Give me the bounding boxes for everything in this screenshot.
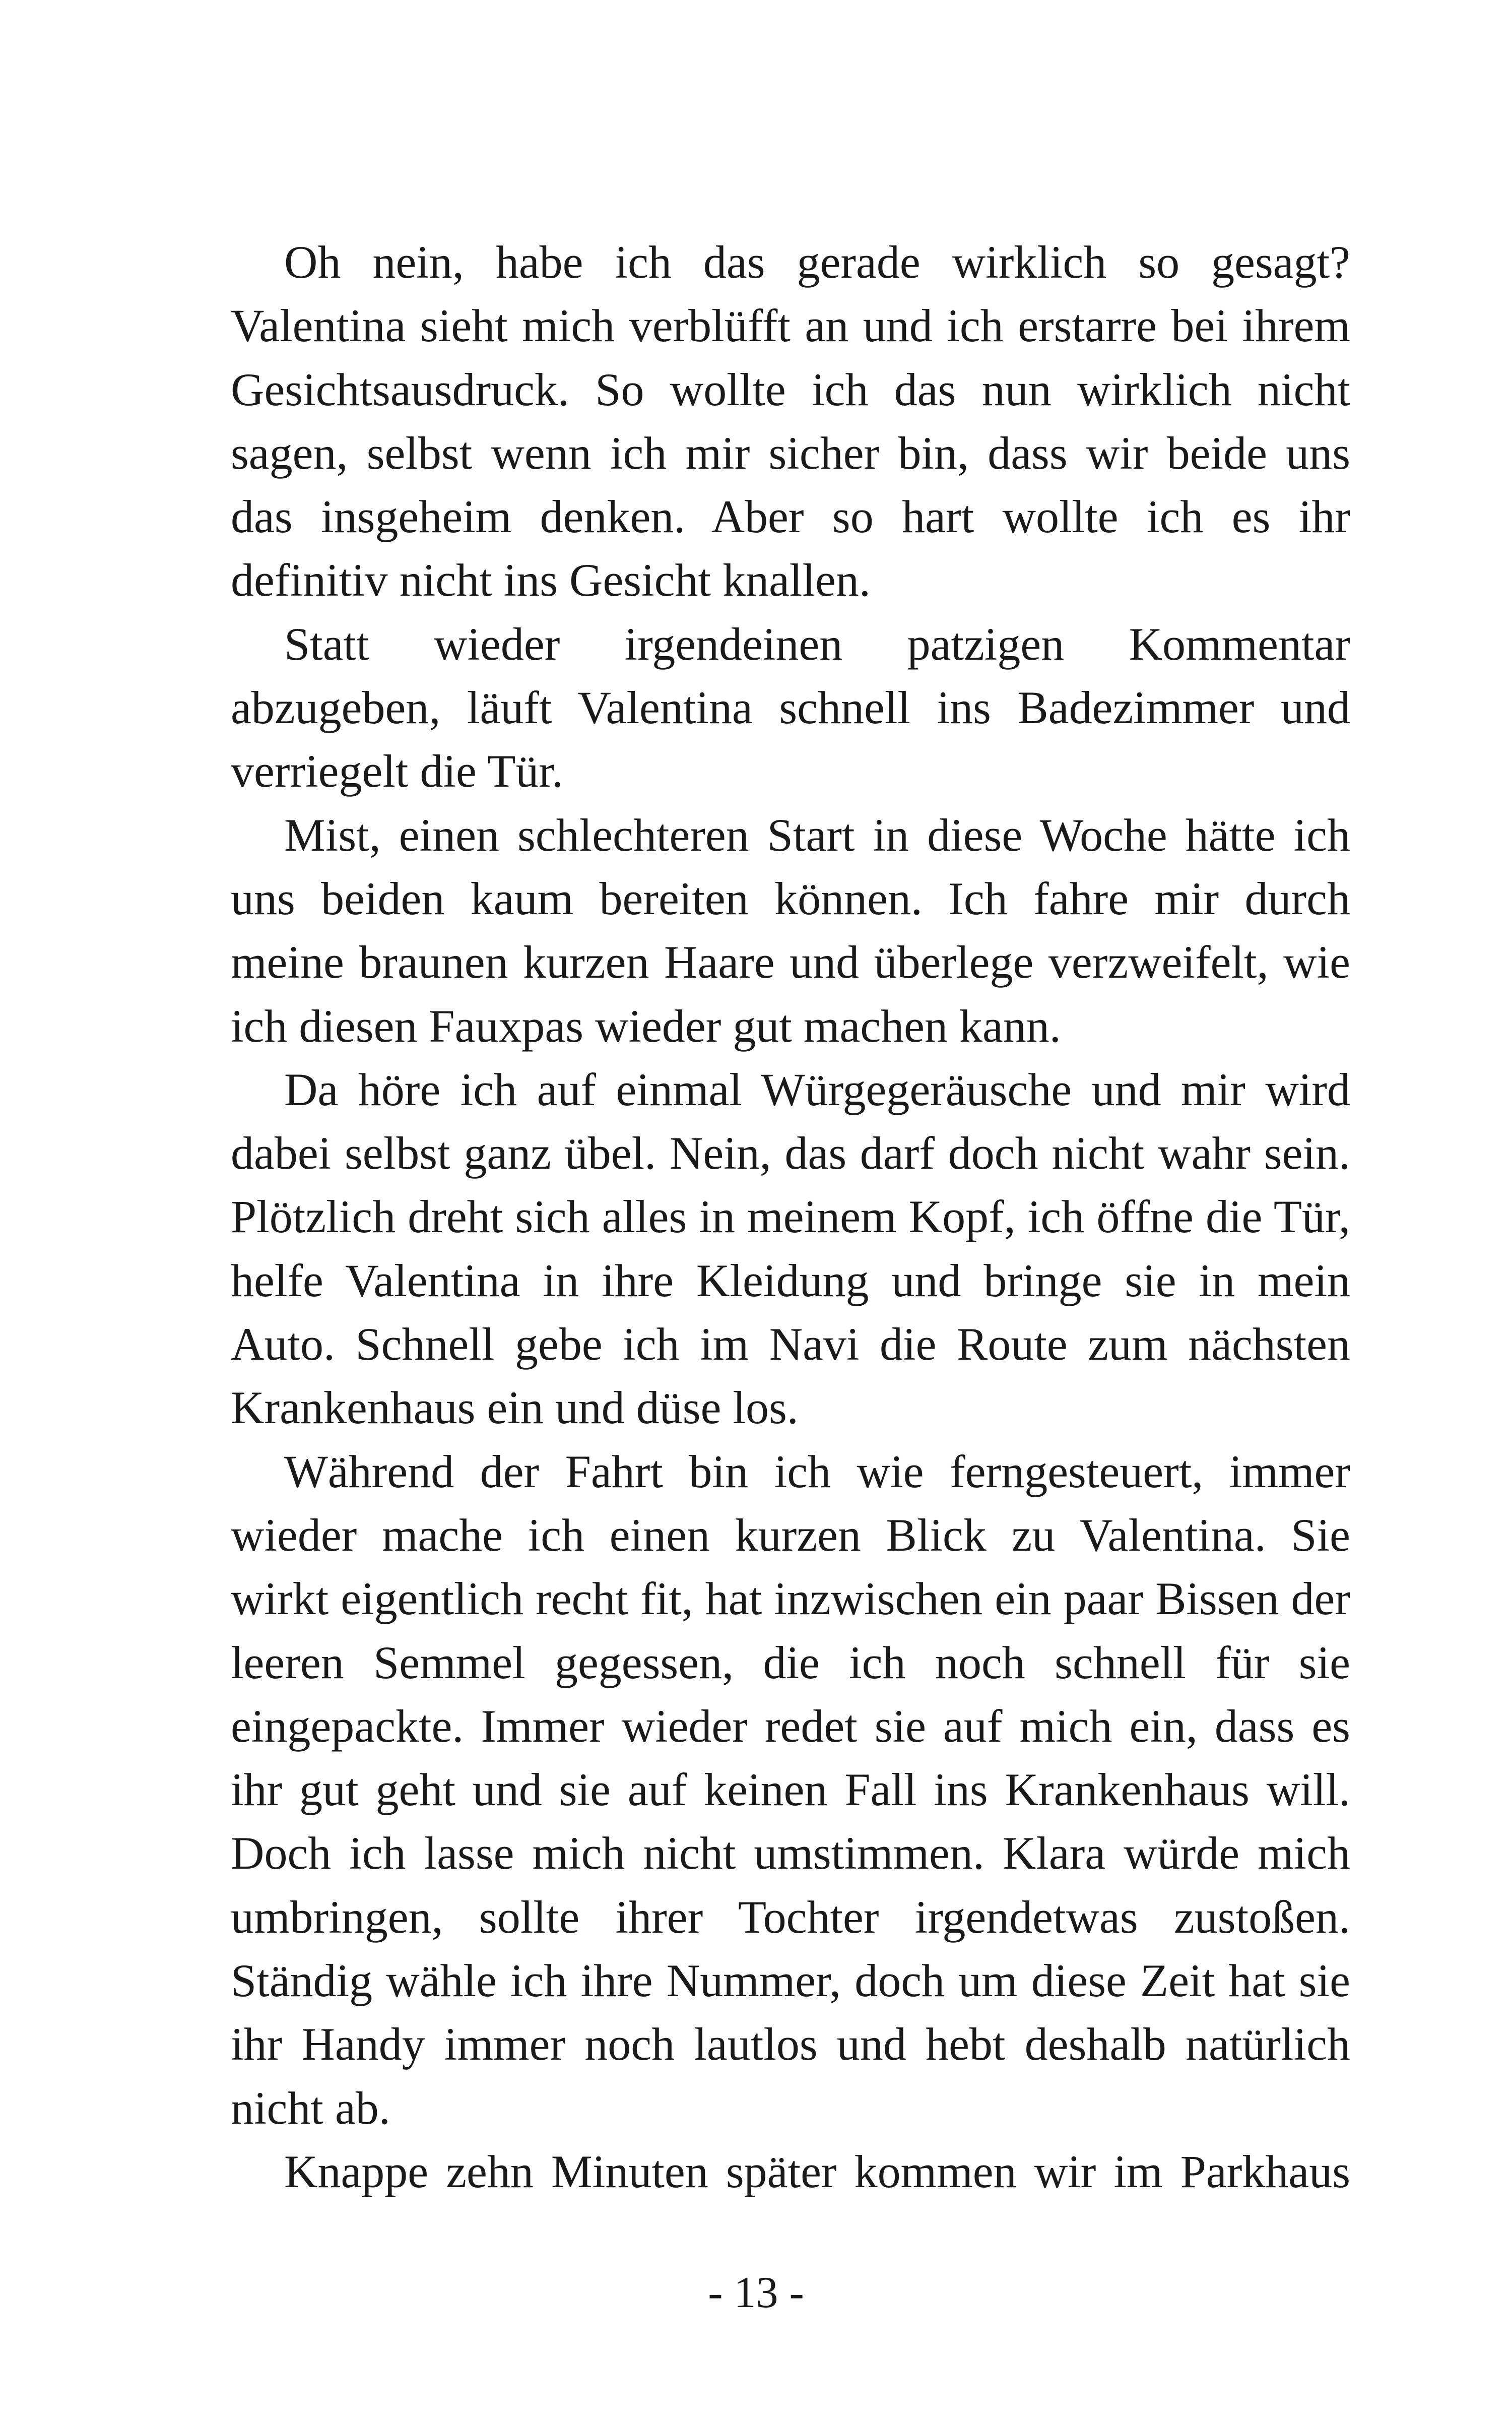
paragraph-3: Mist, einen schlechteren Start in diese Woche hätte ich uns beiden kaum bereiten können. Ich fahre mir durch meine braunen kurzen Haare und überlege verzweifelt, wie ich diesen Fauxpas wieder gut machen kann. — [231, 809, 1350, 1052]
paragraph-5: Während der Fahrt bin ich wie ferngesteuert, immer wieder mache ich einen kurzen Blick zu Valentina. Sie wirkt eigentlich recht fit, hat inzwischen ein paar Bissen der leeren Semmel gegessen, die ich noch schnell für sie eingepackte. Immer wieder redet sie auf mich ein, dass es ihr gut geht und sie auf keinen Fall ins Krankenhaus will. Doch ich lasse mich nicht umstimmen. Klara würde mich umbringen, sollte ihrer Tochter irgendetwas zustoßen. Ständig wähle ich ihre Nummer, doch um diese Zeit hat sie ihr Handy immer noch lautlos und hebt deshalb natürlich nicht ab. — [231, 1445, 1350, 2134]
body-text — [231, 230, 1350, 2203]
paragraph-1: Oh nein, habe ich das gerade wirklich so gesagt? Valentina sieht mich verblüfft an und ich erstarre bei ihrem Gesichtsausdruck. So wollte ich das nun wirklich nicht sagen, selbst wenn ich mir sicher bin, dass wir beide uns das insgeheim denken. Aber so hart wollte ich es ihr definitiv nicht ins Gesicht knallen. — [231, 236, 1350, 606]
paragraph-2: Statt wieder irgendeinen patzigen Kommentar abzugeben, läuft Valentina schnell ins Badezimmer und verriegelt die Tür. — [231, 618, 1350, 797]
paragraph-4: Da höre ich auf einmal Würgegeräusche und mir wird dabei selbst ganz übel. Nein, das darf doch nicht wahr sein. Plötzlich dreht sich alles in meinem Kopf, ich öffne die Tür, helfe Valentina in ihre Kleidung und bringe sie in mein Auto. Schnell gebe ich im Navi die Route zum nächsten Krankenhaus ein und düse los. — [231, 1063, 1350, 1434]
page-number: - 13 - — [708, 2268, 804, 2317]
paragraph-6: Knappe zehn Minuten später kommen wir im Parkhaus — [284, 2145, 1350, 2197]
